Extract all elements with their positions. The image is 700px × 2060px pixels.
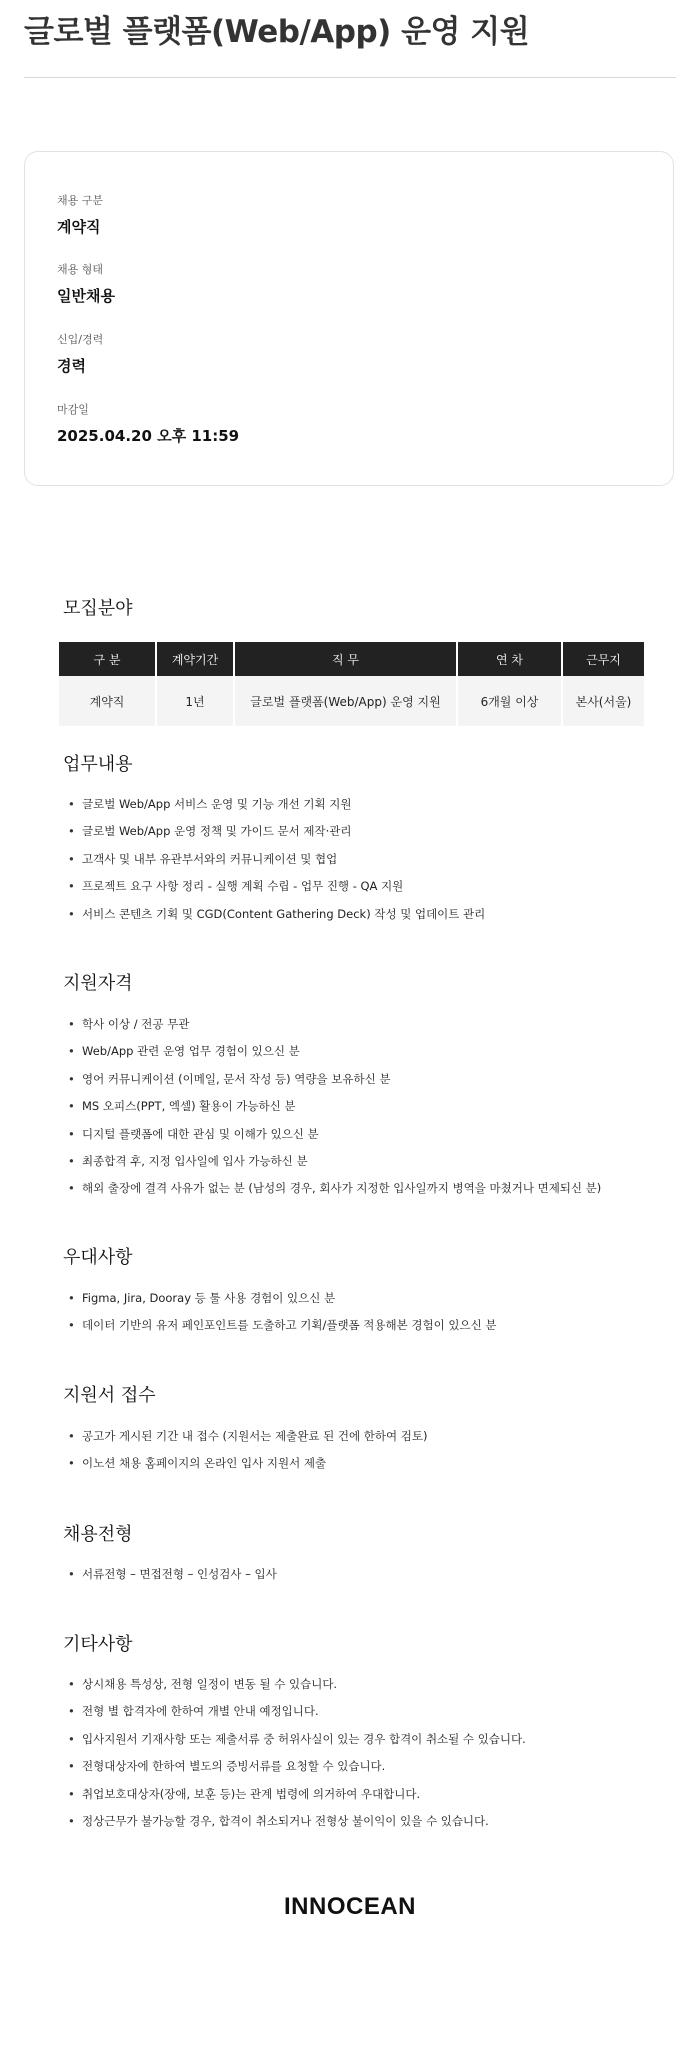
summary-label: 마감일 (57, 403, 89, 416)
list-item: • 서비스 콘텐츠 기획 및 CGD(Content Gathering Deck) 작성 및 업데이트 관리 (64, 903, 684, 930)
list-item: • 해외 출장에 결격 사유가 없는 분 (남성의 경우, 회사가 지정한 입사일까지 병역을 마쳤거나 면제되신 분) (64, 1177, 684, 1204)
summary-label: 신입/경력 (57, 333, 104, 346)
list-item: • 프로젝트 요구 사항 정리 - 실행 계획 수립 - 업무 진행 - QA 지원 (64, 875, 684, 902)
table-header-cell: 직 무 (235, 642, 456, 676)
list-item: • 데이터 기반의 유저 페인포인트를 도출하고 기획/플랫폼 적용해본 경험이 있으신 분 (64, 1314, 684, 1341)
table-cell: 1년 (157, 676, 233, 726)
table-header-cell: 연 차 (458, 642, 561, 676)
table-cell: 계약직 (59, 676, 155, 726)
table-header-cell: 구 분 (59, 642, 155, 676)
innocean-logo: INNOCEAN (283, 1893, 416, 1920)
summary-item-career-level (57, 331, 103, 376)
table-row (59, 676, 644, 726)
summary-value: 계약직 (57, 218, 101, 236)
section-title-application: 지원서 접수 (63, 1385, 156, 1406)
list-item: • 학사 이상 / 전공 무관 (64, 1013, 684, 1040)
application-list (64, 1425, 684, 1480)
process-list (64, 1563, 684, 1590)
section-title-recruit: 모집분야 (63, 598, 133, 619)
list-item: • 글로벌 Web/App 운영 정책 및 가이드 문서 제작·관리 (64, 820, 684, 847)
section-title-preferred: 우대사항 (63, 1247, 133, 1268)
list-item: • 정상근무가 불가능할 경우, 합격이 취소되거나 전형상 불이익이 있을 수 있습니다. (64, 1810, 684, 1837)
summary-card (24, 151, 674, 486)
list-item: • Figma, Jira, Dooray 등 툴 사용 경험이 있으신 분 (64, 1287, 684, 1314)
title-divider (24, 77, 676, 78)
summary-label: 채용 구분 (57, 194, 104, 207)
list-item: • 이노션 채용 홈페이지의 온라인 입사 지원서 제출 (64, 1452, 684, 1479)
qualifications-list (64, 1013, 684, 1205)
list-item: • MS 오피스(PPT, 엑셀) 활용이 가능하신 분 (64, 1095, 684, 1122)
list-item: • 상시채용 특성상, 전형 일정이 변동 될 수 있습니다. (64, 1673, 684, 1700)
table-cell: 본사(서울) (563, 676, 644, 726)
recruit-table (57, 642, 646, 726)
list-item: • 공고가 게시된 기간 내 접수 (지원서는 제출완료 된 건에 한하여 검토) (64, 1425, 684, 1452)
summary-label: 채용 형태 (57, 263, 104, 276)
etc-list (64, 1673, 684, 1837)
list-item: • 고객사 및 내부 유관부서와의 커뮤니케이션 및 협업 (64, 848, 684, 875)
duties-list (64, 793, 684, 930)
section-title-qualifications: 지원자격 (63, 973, 133, 994)
list-item: • 취업보호대상자(장애, 보훈 등)는 관계 법령에 의거하여 우대합니다. (64, 1783, 684, 1810)
section-title-duties: 업무내용 (63, 754, 133, 775)
list-item: • 전형대상자에 한하여 별도의 증빙서류를 요청할 수 있습니다. (64, 1755, 684, 1782)
list-item: • 전형 별 합격자에 한하여 개별 안내 예정입니다. (64, 1700, 684, 1727)
summary-item-employment-category (57, 192, 103, 237)
section-title-process: 채용전형 (63, 1524, 133, 1545)
list-item: • 최종합격 후, 지정 입사일에 입사 가능하신 분 (64, 1150, 684, 1177)
list-item: • 입사지원서 기재사항 또는 제출서류 중 허위사실이 있는 경우 합격이 취소될 수 있습니다. (64, 1728, 684, 1755)
list-item: • 디지털 플랫폼에 대한 관심 및 이해가 있으신 분 (64, 1123, 684, 1150)
summary-item-deadline (57, 401, 239, 446)
table-cell: 6개월 이상 (458, 676, 561, 726)
preferred-list (64, 1287, 684, 1342)
summary-value: 경력 (57, 357, 86, 375)
table-header-cell: 계약기간 (157, 642, 233, 676)
table-cell: 글로벌 플랫폼(Web/App) 운영 지원 (235, 676, 456, 726)
table-header-row (59, 642, 644, 676)
summary-item-employment-type (57, 261, 115, 306)
summary-value: 일반채용 (57, 287, 115, 305)
table-header-cell: 근무지 (563, 642, 644, 676)
list-item: • 서류전형 – 면접전형 – 인성검사 – 입사 (64, 1563, 684, 1590)
page-title: 글로벌 플랫폼(Web/App) 운영 지원 (24, 14, 530, 50)
list-item: • 영어 커뮤니케이션 (이메일, 문서 작성 등) 역량을 보유하신 분 (64, 1068, 684, 1095)
summary-value: 2025.04.20 오후 11:59 (57, 427, 240, 445)
section-title-etc: 기타사항 (63, 1634, 133, 1655)
list-item: • 글로벌 Web/App 서비스 운영 및 기능 개선 기획 지원 (64, 793, 684, 820)
list-item: • Web/App 관련 운영 업무 경험이 있으신 분 (64, 1040, 684, 1067)
